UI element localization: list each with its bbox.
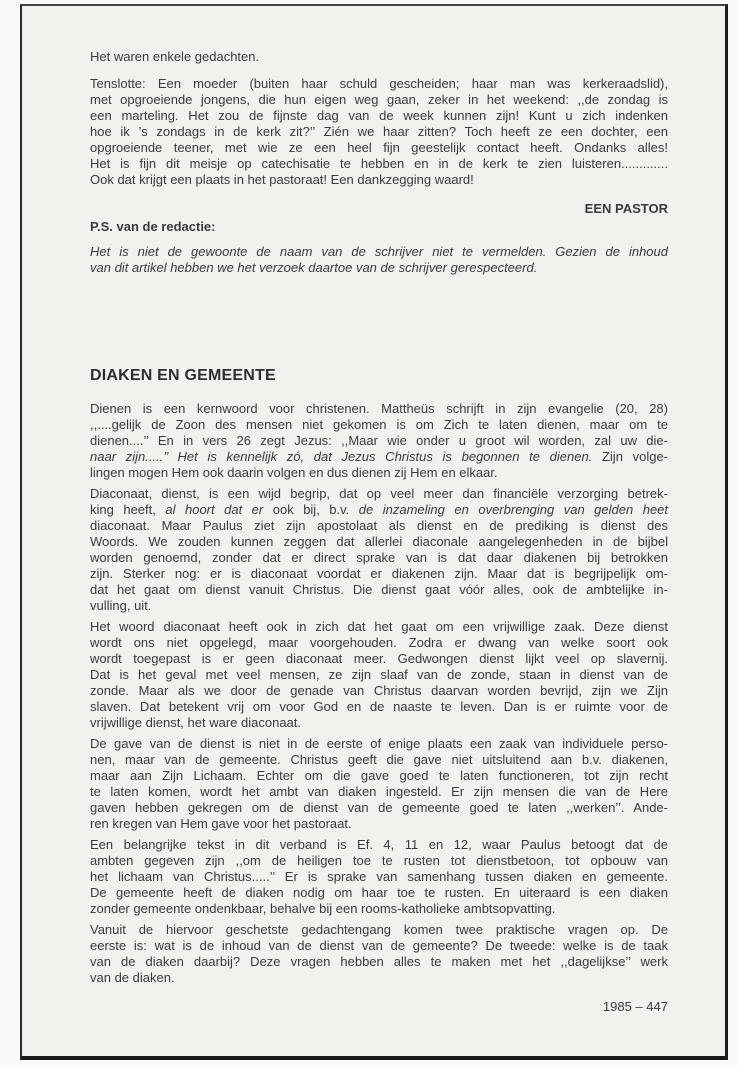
text-line: slaven. Dat betekent vrij om voor God en de naaste te leven. Dan is er ruimte voor de [90, 699, 668, 714]
text-line [90, 502, 668, 518]
italic-text: de inzameling en overbrenging van gelden heet [358, 502, 669, 517]
article-section [90, 366, 668, 1015]
text-line: Dat is het geval met veel mensen, ze zijn slaaf van de zonde, staan in dienst van de [90, 667, 668, 682]
text-line: dat het gaat om dienst vanuit Christus. Die dienst gaat vóór alles, ook de ambtelijke in- [90, 582, 668, 597]
letter-paragraph [90, 76, 668, 188]
text-line: gaven hebben gekregen om de dienst van de gemeente goed te laten ,,werken’’. Ande- [90, 800, 668, 815]
italic-text: naar zijn.....’’ [90, 449, 178, 464]
text-line: nen, maar van de gemeente. Christus geeft die gave niet uitsluitend aan b.v. diakenen, [90, 752, 668, 767]
text-line: vulling, uit. [90, 598, 152, 613]
article-body [90, 401, 668, 986]
text-line: Het is fijn dit meisje op catechisatie te hebben en in de kerk te zien luisteren............. [90, 156, 668, 171]
text-line: lingen mogen Hem ook daarin volgen en dus dienen zij Hem en elkaar. [90, 465, 498, 480]
text-line: Tenslotte: Een moeder (buiten haar schuld gescheiden; haar man was kerkeraadslid), [90, 76, 668, 91]
letter-intro: Het waren enkele gedachten. [90, 49, 260, 64]
text-segment: ook bij, b.v. [272, 502, 359, 517]
page-number: 1985 – 447 [602, 999, 668, 1014]
text-line: zijn. Sterker nog: er is diaconaat voordat er diakenen zijn. Maar dat is begrijpelijk om- [90, 566, 668, 581]
article-title: DIAKEN EN GEMEENTE [90, 367, 276, 384]
article-paragraph [90, 401, 668, 481]
letter-section [90, 49, 668, 276]
text-line: diaconaat. Maar Paulus ziet zijn apostolaat als dienst en de prediking is dienst des [90, 518, 668, 533]
text-line: maar aan Zijn Lichaam. Echter om die gave goed te laten functioneren, tot zijn recht [90, 768, 668, 783]
text-line: zonde. Maar als we door de genade van Christus daarvan worden bevrijd, zijn we Zijn [90, 683, 668, 698]
article-paragraph [90, 619, 668, 731]
text-line: Diaconaat, dienst, is een wijd begrip, dat op veel meer dan financiële verzorging betrek- [90, 486, 668, 501]
text-line: Ook dat krijgt een plaats in het pastoraat! Een dankzegging waard! [90, 172, 474, 187]
text-line: met opgroeiende jongens, die hun eigen weg gaan, zeker in het weekend: ,,de zondag is [90, 92, 668, 107]
text-line: Het is niet de gewoonte de naam van de schrijver niet te vermelden. Gezien de inhoud [90, 244, 668, 259]
text-line: De gave van de dienst is niet in de eerste of enige plaats een zaak van individuele perso- [90, 736, 668, 751]
text-line: een marteling. Het zou de fijnste dag van de week kunnen zijn! Kunt u zich indenken [90, 108, 668, 123]
italic-text: Het is kennelijk zó, dat Jezus Christus is begonnen te dienen. [177, 449, 593, 464]
text-line: De gemeente heeft de diaken nodig om haar toe te rusten. En uiteraard is een diaken [90, 885, 668, 900]
ps-note [90, 244, 668, 276]
letter-signature: EEN PASTOR [584, 201, 668, 216]
text-line: Dienen is een kernwoord voor christenen. Mattheüs schrijft in zijn evangelie (20, 28) [90, 401, 668, 416]
text-line: worden genoemd, zonder dat er direct sprake van is dat daar diakenen bij betrokken [90, 550, 668, 565]
text-segment: Zijn volge- [592, 449, 669, 464]
text-line: wordt ons niet opgelegd, maar voorgehouden. Zodra er dwang van welke soort ook [90, 635, 668, 650]
text-line: ren kregen van Hem gave voor het pastoraat. [90, 816, 352, 831]
text-line: ,,....gelijk de Zoon des mensen niet gekomen is om Zich te laten dienen, maar om te [90, 417, 668, 432]
article-paragraph [90, 837, 668, 917]
article-paragraph [90, 922, 668, 986]
text-line: hoe ik ’s zondags in de kerk zit?’’ Zién we haar zitten? Toch heeft ze een dochter, een [90, 124, 668, 139]
article-paragraph [90, 486, 668, 614]
text-line: ambten gegeven zijn ,,om de heiligen toe te rusten tot dienstbetoon, tot opbouw van [90, 853, 668, 868]
text-line: van de diaken. [90, 970, 175, 985]
text-line: zonder gemeente ondenkbaar, behalve bij een rooms-katholieke ambtsopvatting. [90, 901, 556, 916]
text-line: te laten komen, wordt het ambt van diaken ingesteld. Er zijn mensen die van de Here [90, 784, 668, 799]
text-line: Vanuit de hiervoor geschetste gedachtengang komen twee praktische vragen op. De [90, 922, 668, 937]
text-line: Woords. We zouden kunnen zeggen dat allerlei diaconale aangelegenheden in de bijbel [90, 534, 668, 549]
text-line: Het woord diaconaat heeft ook in zich dat het gaat om een vrijwillige zaak. Deze dienst [90, 619, 668, 634]
text-line: wordt toegepast is er geen diaconaat meer. Gedwongen dienst lijkt veel op slavernij. [90, 651, 668, 666]
text-line: van dit artikel hebben we het verzoek daartoe van de schrijver gerespecteerd. [90, 260, 538, 275]
text-line: het lichaam van Christus.....’’ Er is sprake van samenhang tussen diaken en gemeente. [90, 869, 668, 884]
text-segment: king heeft, [90, 502, 166, 517]
text-line: van de diaken daarbij? Deze vragen hebben alles te maken met het ,,dagelijkse’’ werk [90, 954, 668, 969]
article-paragraph [90, 736, 668, 832]
text-line: vrijwillige dienst, het ware diaconaat. [90, 715, 301, 730]
text-line [90, 449, 668, 465]
text-line: opgroeiende teener, met wie ze een heel fijn geestelijk contact heeft. Ondanks alles! [90, 140, 668, 155]
text-line: Een belangrijke tekst in dit verband is Ef. 4, 11 en 12, waar Paulus betoogt dat de [90, 837, 668, 852]
text-line: eerste is: wat is de inhoud van de dienst van de gemeente? De tweede: welke is de taak [90, 938, 668, 953]
text-line: dienen....’’ En in vers 26 zegt Jezus: ,,Maar wie onder u groot wil worden, zal uw die- [90, 433, 668, 448]
italic-text: al hoort dat er [165, 502, 273, 517]
ps-heading: P.S. van de redactie: [90, 219, 216, 234]
